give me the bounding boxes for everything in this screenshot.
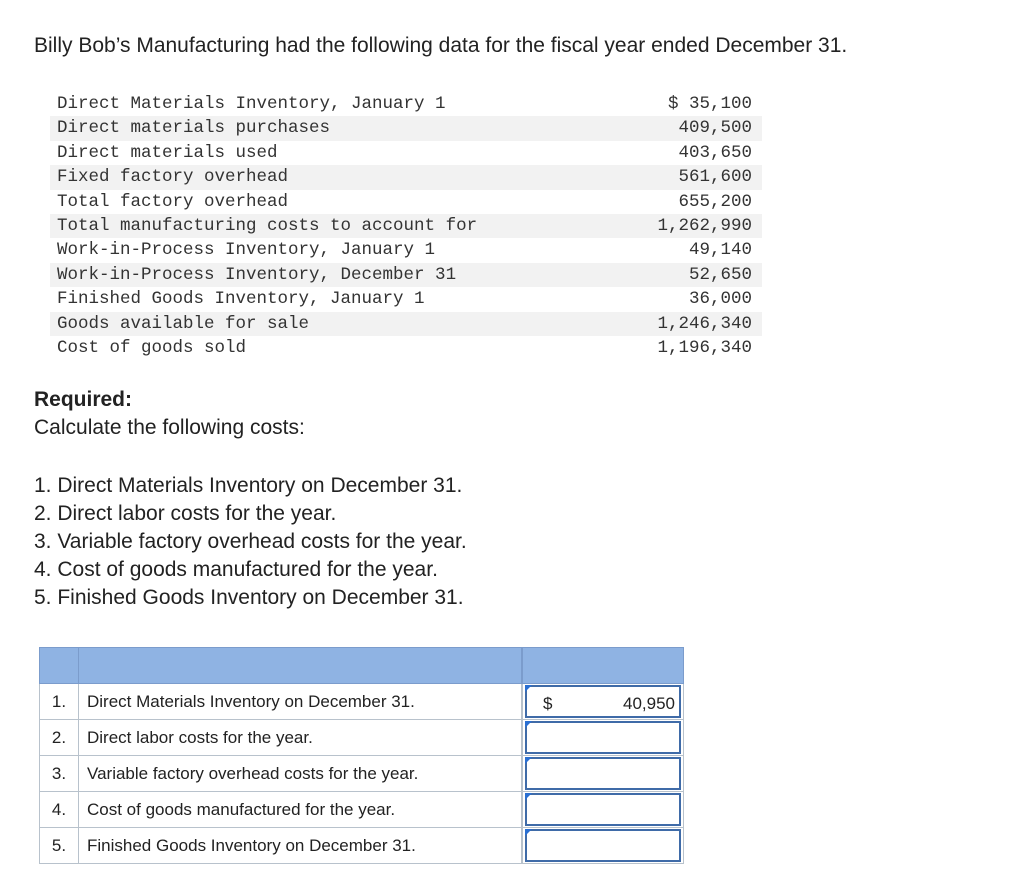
data-label: Total manufacturing costs to account for	[50, 214, 616, 238]
data-value: 409,500	[616, 116, 762, 140]
answer-input-cell[interactable]	[523, 720, 684, 756]
data-value: 52,650	[616, 263, 762, 287]
data-row	[50, 214, 762, 238]
data-value: 1,262,990	[616, 214, 762, 238]
data-row	[50, 336, 762, 360]
answer-row	[40, 756, 684, 792]
required-instruction: Calculate the following costs:	[34, 416, 305, 439]
data-label: Work-in-Process Inventory, December 31	[50, 263, 616, 287]
answer-table	[39, 647, 684, 864]
currency-symbol: $	[543, 694, 553, 713]
cell-marker-icon	[525, 757, 532, 764]
row-number: 2.	[40, 720, 79, 756]
answer-row	[40, 720, 684, 756]
header-cell	[40, 648, 79, 684]
answer-input[interactable]	[525, 829, 681, 862]
data-value: 1,246,340	[616, 312, 762, 336]
task-item: 5. Finished Goods Inventory on December 31.	[34, 586, 464, 609]
row-description: Direct labor costs for the year.	[79, 720, 522, 756]
data-label: Fixed factory overhead	[50, 165, 616, 189]
answer-input-cell[interactable]	[523, 828, 684, 864]
answer-input-cell[interactable]	[523, 792, 684, 828]
data-label: Total factory overhead	[57, 191, 289, 212]
row-number: 1.	[40, 684, 79, 720]
cell-marker-icon	[525, 829, 532, 836]
data-label: Direct materials purchases	[50, 116, 616, 140]
data-label: Finished Goods Inventory, January 1	[57, 289, 425, 310]
data-row	[50, 190, 762, 214]
cell-marker-icon	[525, 685, 532, 692]
data-label: Direct materials used	[57, 142, 278, 163]
data-value: 403,650	[678, 142, 752, 163]
data-label: Direct Materials Inventory, January 1	[57, 94, 446, 114]
data-value: 49,140	[688, 240, 752, 261]
row-description: Direct Materials Inventory on December 31.	[79, 684, 522, 720]
data-row	[50, 238, 762, 262]
row-description: Finished Goods Inventory on December 31.	[79, 828, 522, 864]
answer-input-cell[interactable]	[523, 684, 684, 720]
data-value: $ 35,100	[667, 94, 752, 114]
data-row	[50, 287, 762, 311]
answer-row	[40, 684, 684, 720]
data-row	[50, 165, 762, 189]
data-label: Goods available for sale	[50, 312, 616, 336]
cell-marker-icon	[525, 793, 532, 800]
data-value: 36,000	[688, 289, 752, 310]
task-item: 1. Direct Materials Inventory on December 31.	[34, 474, 463, 497]
row-description: Cost of goods manufactured for the year.	[79, 792, 522, 828]
data-row	[50, 263, 762, 287]
row-number: 5.	[40, 828, 79, 864]
task-item: 4. Cost of goods manufactured for the year.	[34, 558, 438, 581]
answer-input-cell[interactable]	[523, 756, 684, 792]
answer-input[interactable]	[525, 685, 681, 718]
answer-input[interactable]	[525, 721, 681, 754]
data-value: 655,200	[678, 191, 752, 212]
row-number: 4.	[40, 792, 79, 828]
problem-intro: Billy Bob’s Manufacturing had the following data for the fiscal year ended December 31.	[34, 34, 848, 57]
row-number: 3.	[40, 756, 79, 792]
header-cell	[79, 648, 522, 684]
answer-header-row	[40, 648, 684, 684]
task-list	[34, 472, 467, 612]
header-cell	[523, 648, 684, 684]
answer-row	[40, 828, 684, 864]
answer-input[interactable]	[525, 793, 681, 826]
data-value: 561,600	[616, 165, 762, 189]
task-item: 3. Variable factory overhead costs for the year.	[34, 530, 467, 553]
answer-value: 40,950	[623, 694, 675, 713]
row-description: Variable factory overhead costs for the year.	[79, 756, 522, 792]
required-heading: Required:	[34, 388, 133, 411]
data-value: 1,196,340	[657, 338, 752, 359]
data-row	[50, 116, 762, 140]
given-data-table	[50, 92, 762, 360]
answer-row	[40, 792, 684, 828]
answer-input[interactable]	[525, 757, 681, 790]
data-row	[50, 92, 762, 116]
data-row	[50, 141, 762, 165]
data-label: Work-in-Process Inventory, January 1	[57, 240, 436, 261]
cell-marker-icon	[525, 721, 532, 728]
data-row	[50, 312, 762, 336]
task-item: 2. Direct labor costs for the year.	[34, 502, 337, 525]
data-label: Cost of goods sold	[57, 338, 247, 359]
